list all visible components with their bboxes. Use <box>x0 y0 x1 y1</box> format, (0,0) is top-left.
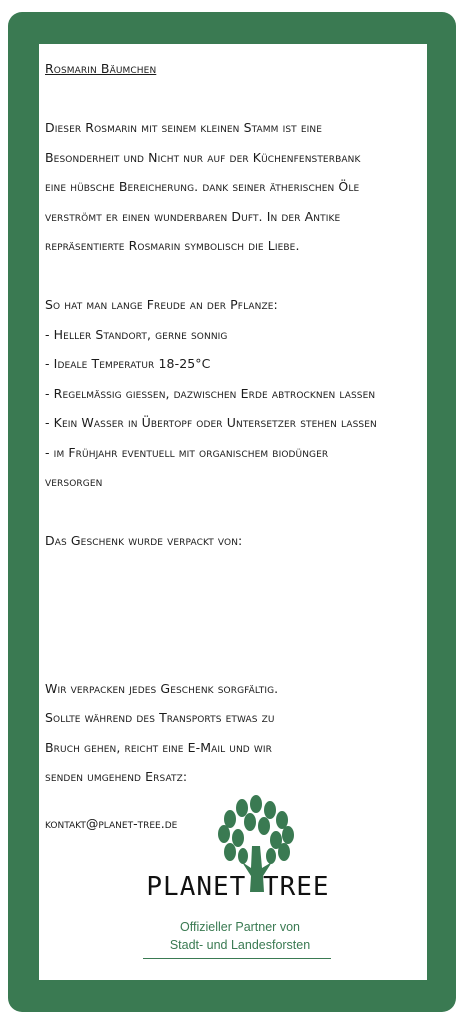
brand-name-left: PLANET <box>146 872 247 902</box>
closing-line: Sollte während des Transports etwas zu <box>45 710 275 725</box>
tagline-line: Offizieller Partner von <box>180 920 300 934</box>
description-line: Besonderheit und Nicht nur auf der Küchenfensterbank <box>45 149 361 165</box>
brand-tagline <box>135 918 345 954</box>
contact-email: kontakt@planet-tree.de <box>45 816 178 831</box>
care-item: - Regelmäßig gießen, dazwischen Erde abtrocknen lassen <box>45 385 376 401</box>
care-item: - Heller Standort, gerne sonnig <box>45 326 228 342</box>
description-line: repräsentierte Rosmarin symbolisch die Liebe. <box>45 238 300 253</box>
tagline-line: Stadt- und Landesforsten <box>169 938 311 952</box>
description-line: Dieser Rosmarin mit seinem kleinen Stamm ist eine <box>45 120 322 135</box>
description-line: verströmt er einen wunderbaren Duft. In der Antike <box>45 208 341 224</box>
closing-line: senden umgehend Ersatz: <box>45 769 188 784</box>
tagline-divider <box>143 958 331 959</box>
care-item: - Ideale Temperatur 18-25°C <box>45 356 211 371</box>
info-card <box>39 44 427 980</box>
packed-by-label: Das Geschenk wurde verpackt von: <box>45 533 243 548</box>
card-title: Rosmarin Bäumchen <box>45 61 157 76</box>
closing-line: Wir verpacken jedes Geschenk sorgfältig. <box>45 680 279 696</box>
care-item: - im Frühjahr eventuell mit organischem biodünger <box>45 444 329 460</box>
card-content <box>45 54 425 792</box>
brand-logo <box>143 872 333 902</box>
care-item: - Kein Wasser in Übertopf oder Untersetzer stehen lassen <box>45 415 377 430</box>
description-line: eine hübsche Bereicherung. dank seiner ätherischen Öle <box>45 179 360 194</box>
brand-name-right: TREE <box>262 872 330 902</box>
care-intro: So hat man lange Freude an der Pflanze: <box>45 297 278 312</box>
closing-line: Bruch gehen, reicht eine E-Mail und wir <box>45 739 273 755</box>
care-item: versorgen <box>45 474 103 489</box>
